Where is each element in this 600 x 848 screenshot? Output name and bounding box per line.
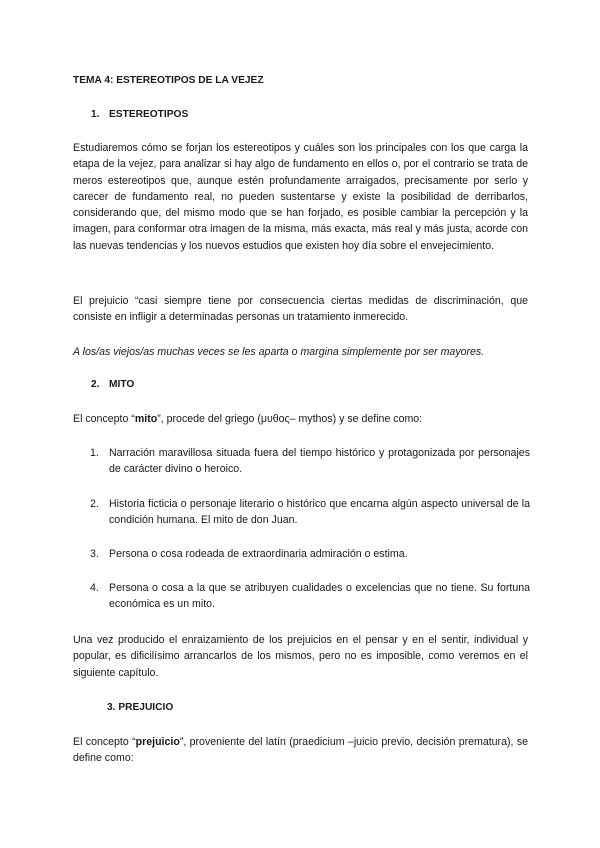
section-title: MITO [109,379,135,390]
mito-intro [73,411,528,427]
list-item [90,546,530,562]
section-heading-prejuicio: 3. PREJUICIO [107,702,174,713]
section-number: 1. [91,109,100,120]
intro-text: ”, proveniente del latín (praedicium –juicio previo, decisión prematura), se define como: [73,736,528,765]
list-item-number: 2. [90,498,99,510]
section-number: 2. [91,379,100,390]
paragraph-enraizamiento: Una vez producido el enraizamiento de los prejuicios en el pensar y en el sentir, individual y popular, es dificilísimo arrancarlos de los mismos, pero no es imposible, como veremos en el siguiente capítulo. [73,634,528,679]
prejuicio-intro [73,734,528,767]
intro-text: El concepto “ [73,413,135,425]
list-item-text: Persona o cosa rodeada de extraordinaria admiración o estima. [109,548,408,560]
italic-note: A los/as viejos/as muchas veces se les aparta o margina simplemente por ser mayores. [73,346,485,358]
paragraph-estereotipos: Estudiaremos cómo se forjan los estereotipos y cuáles son los principales con los que carga la etapa de la vejez, para analizar si hay algo de fundamento en ellos o, por el contrario se trata de meros estereotipos que, aunque estén profundamente arraigados, precisamente por serlo y carecer de fundamento real, no pueden sustentarse y existe la posibilidad de derribarlos, considerando que, del mismo modo que se han forjado, es posible cambiar la percepción y la imagen, para conformar otra imagen de la misma, más exacta, más real y más justa, acorde con las nuevas tendencias y los nuevos estudios que existen hoy día sobre el envejecimiento. [73,142,528,252]
section-heading-mito [91,377,134,393]
intro-term: mito [134,413,158,425]
section-title: ESTEREOTIPOS [109,109,189,120]
list-item-number: 3. [90,548,99,560]
list-item [90,496,530,529]
list-item [90,580,530,613]
list-item-text: Persona o cosa a la que se atribuyen cualidades o excelencias que no tiene. Su fortuna económica es un mito. [109,582,530,611]
intro-text: El concepto “ [73,736,136,748]
document-title: TEMA 4: ESTEREOTIPOS DE LA VEJEZ [73,75,264,86]
list-item-text: Narración maravillosa situada fuera del tiempo histórico y protagonizada por personajes de carácter divino o heroico. [109,447,530,476]
section-heading-estereotipos [91,107,188,123]
paragraph-prejuicio-definicion: El prejuicio “casi siempre tiene por consecuencia ciertas medidas de discriminación, que consiste en infligir a determinadas personas un tratamiento inmerecido. [73,295,528,324]
intro-text: ”, procede del griego (μυθος– mythos) y se define como: [157,413,423,425]
list-item-number: 1. [90,447,99,459]
list-item-text: Historia ficticia o personaje literario o histórico que encarna algún aspecto universal de la condición humana. El mito de don Juan. [109,498,530,527]
intro-term: prejuicio [135,736,180,748]
list-item-number: 4. [90,582,99,594]
list-item [90,445,530,478]
